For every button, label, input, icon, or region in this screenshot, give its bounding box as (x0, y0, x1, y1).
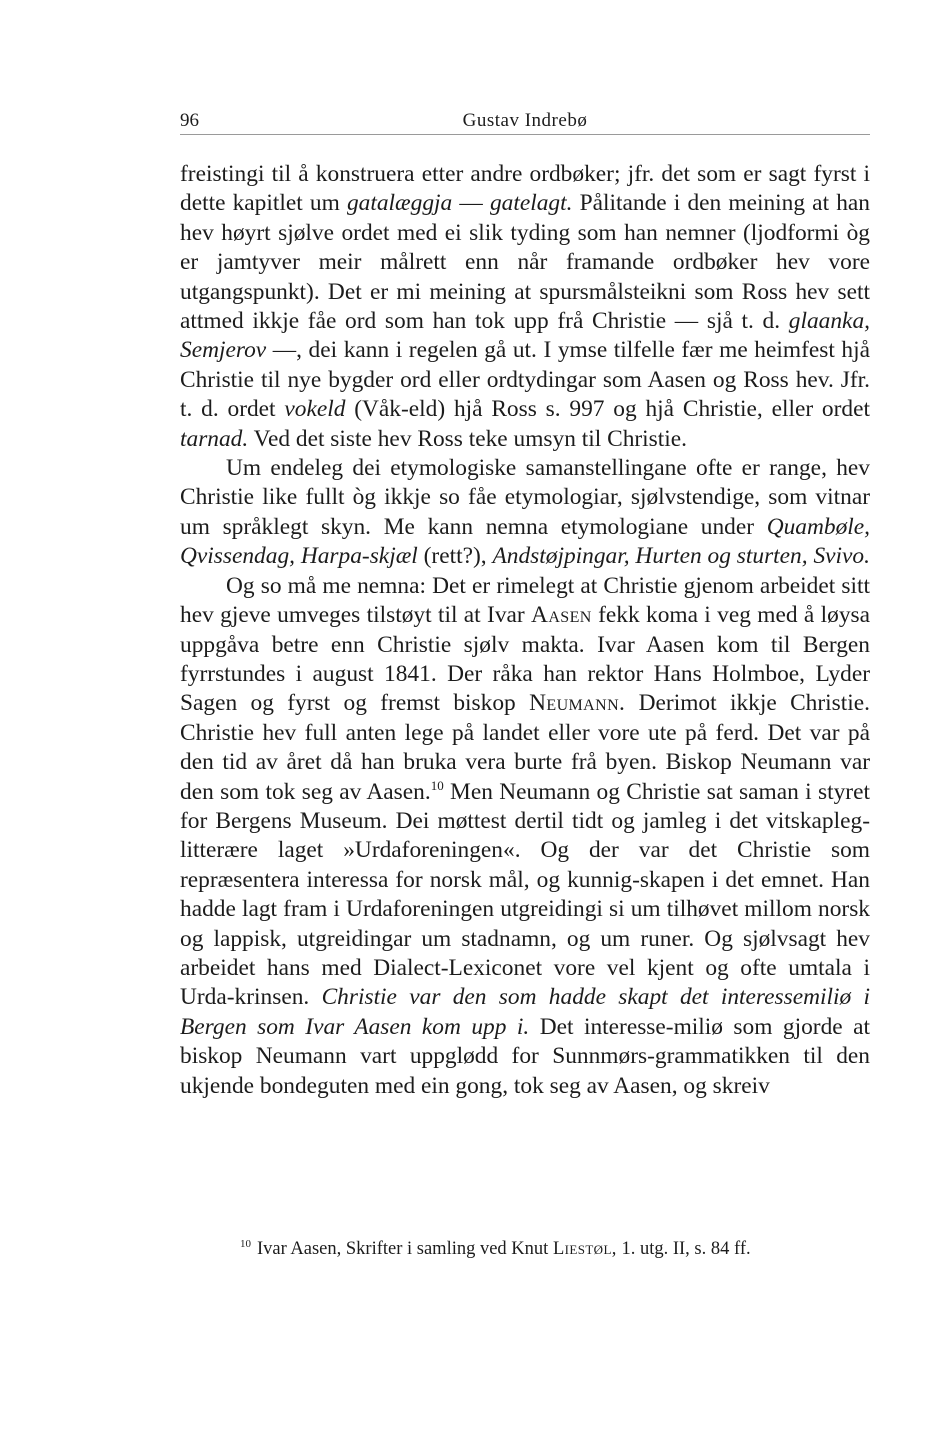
italic-term: vokeld (284, 396, 346, 423)
italic-term: Andstøjpingar, Hurten og sturten, Svivo. (492, 543, 870, 570)
small-caps-name: Aasen (531, 602, 592, 629)
text-run: freistingi til å konstruera etter andre ordbøker; jfr. det som er sagt fyrst i dette kapitlet um (180, 161, 870, 217)
italic-term: Quambøle, Qvissendag, Harpa-skjæl (180, 513, 870, 570)
italic-term: glaanka, Semjerov (180, 308, 870, 364)
small-caps-name: Liestøl, (552, 1239, 617, 1259)
text-run: 1. utg. II, s. 84 ff. (616, 1239, 751, 1259)
running-head-author: Gustav Indrebø (462, 110, 588, 131)
text-run: Men Neumann og Christie sat saman i styret for Bergens Museum. Dei møttest dertil tidt og jamleg i det vitskapleg-litterære laget »Urdaforeningen«. Og der var det Christie som repræsentera interessa for norsk mål, og kunnig-skapen i det emnet. Han hadde lagt fram i Urdaforeningen utgreidingi si um tilhøvet millom norsk og lappisk, utgreidingar um stadnamn, og um runer. Og sjølvsagt hev arbeidet hans med Dialect-Lexiconet vore vel kjent og ofte umtala i Urda-krinsen. (180, 778, 870, 1011)
footnote-number: 10 (240, 1238, 251, 1250)
footnote (240, 1237, 880, 1261)
text-run: —, dei kann i regelen gå ut. I ymse tilfelle fær me heimfest hjå Christie til nye bygder ord eller ordtydingar som Aasen og Ross hev. Jfr. t. d. ordet (180, 337, 870, 423)
text-run: Og so må me nemna: Det er rimelegt at Christie gjenom arbeidet sitt hev gjeve umveges tilstøyt til at Ivar (180, 572, 870, 629)
text-run: Det interesse-miliø som gjorde at biskop Neumann vart uppglødd for Sunnmørs-grammatikken til den ukjende bondeguten med ein gong, tok seg av Aasen, og skreiv (180, 1013, 870, 1099)
text-run: Um endeleg dei etymologiske samanstellingane ofte er range, hev Christie like fullt òg ikkje so fåe etymologiar, sjølvstendige, som vitnar um språklegt skyn. Me kann nemna etymologiane under (180, 455, 870, 540)
footnote-reference: 10 (430, 777, 444, 793)
paragraph-2 (180, 454, 870, 572)
paragraph-3 (180, 572, 870, 1101)
italic-term: gatelagt. (489, 190, 573, 217)
italic-term: tarnad. (180, 425, 249, 452)
body-text (180, 160, 870, 1101)
small-caps-name: Neumann. (529, 690, 626, 717)
text-run: fekk koma i veg med å løysa uppgåva betre enn Christie sjølv makta. Ivar Aasen kom til Bergen fyrrstundes i august 1841. Der råka han rektor Hans Holmboe, Lyder Sagen og fyrst og fremst biskop (180, 602, 871, 717)
italic-term: gatalæggja (346, 190, 453, 217)
text-run: Derimot ikkje Christie. Christie hev full anten lege på landet eller vore ute på ferd. Det var på den tid av året då han bruka vera burte frå byen. Biskop Neumann var den som tok seg av Aasen. (180, 690, 870, 805)
page-number: 96 (180, 110, 199, 131)
text-run: Pålitande i den meining at han hev høyrt sjølve ordet med ei slik tyding som han nemner (ljodformi òg er jamtyver meir målrett enn når framande ordbøker hev vore utgangspunkt). Det er mi meining at spursmålsteikni som Ross hev sett attmed ikkje fåe ord som han tok upp frå Christie — sjå t. d. (180, 190, 870, 335)
text-run: Ved det siste hev Ross teke umsyn til Christie. (248, 425, 688, 452)
running-head (180, 108, 870, 135)
text-run: (Våk-eld) hjå Ross s. 997 og hjå Christie, eller ordet (345, 396, 870, 423)
text-run: (rett?), (417, 543, 493, 570)
text-run: — (452, 190, 490, 217)
italic-emphasis: Christie var den som hadde skapt det interessemiliø i Bergen som Ivar Aasen kom upp i. (180, 984, 870, 1040)
paragraph-1 (180, 160, 870, 454)
text-run: Ivar Aasen, Skrifter i samling ved Knut (257, 1239, 553, 1259)
